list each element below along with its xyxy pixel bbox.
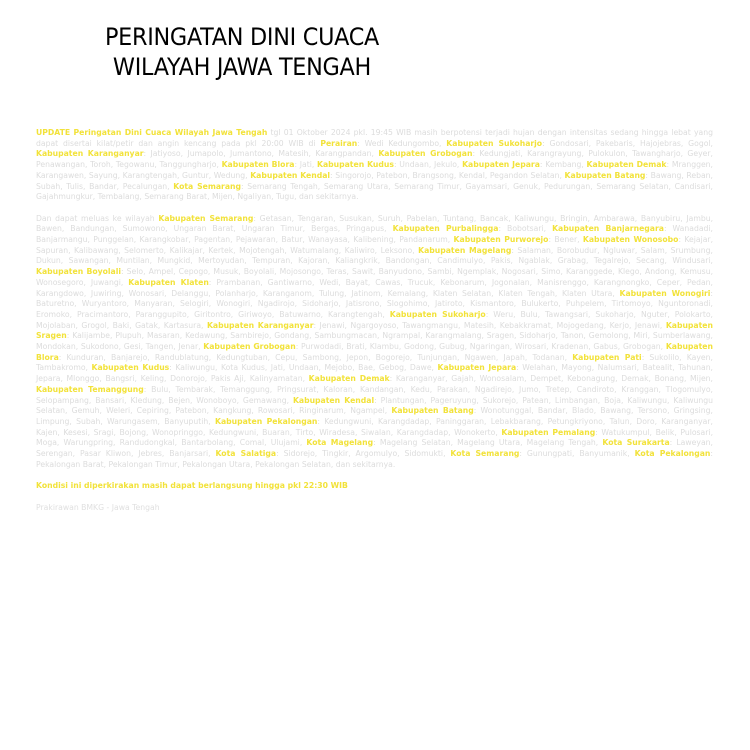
- body-text: : Baturetno, Wuryantoro, Manyaran, Selogiri, Wonogiri, Ngadirojo, Sidoharjo, Jatisrono, Slogohimo, Jatiroto, Kismantoro, Bulukerto, Puhpelem, Tirtomoyo, Nguntoronadi, Eromoko, Pracimantoro, Paranggupito, Giritontro, Giriwoyo, Batuwarno, Karangtengah,: [36, 288, 713, 319]
- region-name: Kabupaten Pemalang: [501, 427, 596, 437]
- body-text: : Undaan, Jekulo,: [393, 160, 463, 170]
- body-text: : Mranggen, Karangawen, Sayung, Karangtengah, Guntur, Wedung,: [36, 160, 714, 180]
- body-text: : Weru, Bulu, Tawangsari, Sukoharjo, Nguter, Polokarto, Mojolaban, Grogol, Baki, Gatak, Kartasura,: [36, 309, 713, 330]
- body-text: : Sidorejo, Tingkir, Argomulyo, Sidomukti,: [276, 449, 451, 459]
- body-text: : Plantungan, Pageruyung, Sukorejo, Patean, Limbangan, Boja, Kaliwungu, Kaliwungu Selatan, Gemuh, Weleri, Cepiring, Patebon, Kangkung, Rowosari, Ringinarum, Ngampel,: [36, 395, 713, 416]
- title-line-2: WILAYAH JAWA TENGAH: [112, 53, 372, 81]
- body-text: : Welahan, Mayong, Nalumsari, Batealit, Tahunan, Jepara, Mlonggo, Bangsri, Keling, Donorojo, Pakis Aji, Kalinyamatan,: [36, 363, 714, 384]
- region-name: Kabupaten Purbalingga: [392, 224, 499, 234]
- region-name: Kabupaten Pekalongan: [215, 416, 318, 426]
- region-name: Kabupaten Boyolali: [36, 267, 122, 277]
- region-name: Kota Pekalongan: [634, 449, 711, 459]
- region-name: Kabupaten Karanganyar: [206, 320, 314, 330]
- body-text: : Watukumpul, Belik, Pulosari, Moga, Warungpring, Randudongkal, Bantarbolang, Comal, Ulujami,: [36, 427, 714, 448]
- region-name: Kabupaten Blora: [221, 160, 295, 170]
- region-name: Kabupaten Magelang: [418, 245, 512, 255]
- region-name: Kabupaten Kendal: [292, 395, 375, 405]
- region-name: Kabupaten Pati: [572, 352, 642, 362]
- region-name: Kabupaten Sragen: [36, 320, 713, 341]
- region-name: Kabupaten Temanggung: [36, 384, 144, 394]
- body-text: : Pekalongan Barat, Pekalongan Timur, Pekalongan Utara, Pekalongan Selatan, dan sekitarnya.: [36, 449, 713, 469]
- region-name: Kabupaten Jepara: [437, 363, 517, 373]
- warning-body: [36, 128, 713, 524]
- region-name: Kabupaten Wonogiri: [619, 288, 711, 298]
- region-name: UPDATE Peringatan Dini Cuaca Wilayah Jawa Tengah: [36, 128, 268, 137]
- region-name: Kabupaten Sukoharjo: [389, 309, 486, 319]
- region-name: Kabupaten Jepara: [462, 160, 540, 170]
- body-text: tgl 01 Oktober 2024 pkl. 19:45 WIB masih berpotensi terjadi hujan dengan intensitas sedang hingga lebat yang dapat disertai kilat/petir dan angin kencang pada pkl 20:00 WIB di: [36, 128, 713, 148]
- body-text: : Singorojo, Patebon, Brangsong, Kendal, Pegandon Selatan,: [330, 170, 565, 180]
- duration-paragraph: [36, 481, 713, 492]
- body-text: : Salaman, Borobudur, Ngluwar, Salam, Srumbung, Dukun, Sawangan, Muntilan, Mungkid, Mertoyudan, Tempuran, Kajoran, Kaliangkrik, Bandongan, Candimulyo, Pakis, Ngablak, Grabag, Tegalrejo, Secang, Windusari,: [36, 245, 713, 266]
- region-name: Kabupaten Kudus: [91, 363, 170, 373]
- body-text: : Kalijambe, Plupuh, Masaran, Kedawung, Sambirejo, Gondang, Sambungmacan, Ngrampal, Karangmalang, Sragen, Sidoharjo, Tanon, Gemolong, Miri, Sumberlawang, Mondokan, Sukodono, Gesi, Tangen, Jenar,: [36, 331, 713, 352]
- page-title: [17, 22, 467, 82]
- region-name: Kabupaten Wonosobo: [582, 235, 679, 245]
- body-text: : Kejajar, Sapuran, Kalibawang, Selomerto, Kalikajar, Kertek, Mojotengah, Watumalang, Kaliwiro, Leksono,: [36, 235, 714, 255]
- body-text: : Kedungwuni, Karangdadap, Paninggaran, Lebakbarang, Petungkriyono, Talun, Doro, Karanganyar, Kajen, Kesesi, Sragi, Bojong, Wonopringgo, Kedungwuni, Buaran, Tirto, Wiradesa, Siwalan, Karangdadap, Wonokerto,: [36, 416, 713, 437]
- body-text: : Prambanan, Gantiwarno, Wedi, Bayat, Cawas, Trucuk, Kebonarum, Jogonalan, Manisrenggo, Karangnongko, Ceper, Pedan, Karangdowo, Juwiring, Wonosari, Delanggu, Polanharjo, Karanganom, Tulung, Jatinom, Kemalang, Klaten Selatan, Klaten Tengah, Klaten Utara,: [36, 277, 714, 298]
- body-text: : Sukolilo, Kayen, Tambakromo,: [36, 352, 713, 373]
- region-name: Kota Surakarta: [602, 438, 670, 448]
- body-text: : Wedi Kedungombo,: [357, 138, 447, 148]
- body-text: : Jatiyoso, Jumapolo, Jumantono, Matesih, Karangpandan,: [143, 149, 379, 159]
- region-name: Kota Magelang: [306, 438, 374, 448]
- body-text: : Kedungjati, Karangrayung, Pulokulon, Tawangharjo, Geyer, Penawangan, Toroh, Tegowanu, Tanggungharjo,: [36, 149, 713, 170]
- body-text: : Bulu, Tembarak, Temanggung, Pringsurat, Kaloran, Kandangan, Kedu, Parakan, Ngadirejo, Jumo, Tretep, Candiroto, Kranggan, Tlogomulyo, Selopampang, Bansari, Kledung, Bejen, Wonoboyo, Gemawang,: [36, 384, 713, 405]
- region-name: Kabupaten Karanganyar: [36, 149, 144, 159]
- body-text: : Jati,: [294, 160, 317, 170]
- region-name: Kabupaten Kendal: [250, 170, 331, 180]
- region-name: Kabupaten Demak: [308, 374, 390, 384]
- body-text: : Purwodadi, Brati, Klambu, Godong, Gubug, Ngaringan, Wirosari, Kradenan, Gabus, Grobogan,: [295, 342, 666, 352]
- region-name: Kabupaten Batang: [391, 406, 474, 416]
- body-text: : Bener,: [548, 235, 583, 245]
- region-name: Kabupaten Grobogan: [203, 342, 296, 352]
- body-text: : Laweyan, Serengan, Pasar Kliwon, Jebres, Banjarsari,: [36, 438, 713, 459]
- region-name: Kabupaten Batang: [564, 170, 646, 180]
- title-line-1: PERINGATAN DINI CUACA: [104, 23, 380, 51]
- region-name: Kabupaten Klaten: [128, 277, 209, 287]
- body-text: : Selo, Ampel, Cepogo, Musuk, Boyolali, Mojosongo, Teras, Sawit, Banyudono, Sambi, Ngemplak, Nogosari, Simo, Karanggede, Klego, Andong, Kemusu, Wonosegoro, Juwangi,: [36, 267, 714, 287]
- region-name: Kota Salatiga: [215, 449, 277, 459]
- body-text: Dan dapat meluas ke wilayah: [36, 213, 159, 223]
- body-text: : Semarang Tengah, Semarang Utara, Semarang Timur, Gayamsari, Genuk, Pedurungan, Semarang Selatan, Candisari, Gajahmungkur, Tembalang, Semarang Barat, Mijen, Ngaliyan, Tugu, dan sekitarnya.: [36, 181, 713, 202]
- update-paragraph: [36, 128, 713, 203]
- region-name: Kabupaten Blora: [36, 342, 713, 362]
- body-text: : Bobotsari,: [498, 224, 553, 234]
- body-text: : Getasan, Tengaran, Susukan, Suruh, Pabelan, Tuntang, Bancak, Kaliwungu, Bringin, Ambarawa, Banyubiru, Jambu, Bawen, Bandungan, Sumowono, Ungaran Barat, Ungaran Timur, Bergas, Pringapus,: [36, 213, 714, 234]
- body-text: : Wonotunggal, Bandar, Blado, Bawang, Tersono, Gringsing, Limpung, Subah, Warungasem, Banyuputih,: [36, 406, 713, 426]
- region-name: Kabupaten Banjarnegara: [552, 224, 664, 234]
- region-name: Kabupaten Semarang: [158, 213, 254, 223]
- body-text: : Wanadadi, Banjarmangu, Punggelan, Karangkobar, Pagentan, Pejawaran, Batur, Wanayasa, Kalibening, Pandanarum,: [36, 224, 713, 245]
- region-name: Kabupaten Purworejo: [453, 235, 549, 245]
- region-name: Kondisi ini diperkirakan masih dapat berlangsung hingga pkl 22:30 WIB: [36, 481, 348, 491]
- body-text: : Gunungpati, Banyumanik,: [519, 449, 635, 459]
- body-text: : Kembang,: [539, 160, 587, 170]
- source-credit: Prakirawan BMKG - Jawa Tengah: [36, 502, 160, 512]
- body-text: : Kaliwungu, Kota Kudus, Jati, Undaan, Mejobo, Bae, Gebog, Dawe,: [169, 363, 438, 373]
- body-text: : Karanganyar, Gajah, Wonosalam, Dempet, Kebonagung, Demak, Bonang, Mijen,: [389, 374, 713, 384]
- region-name: Kota Semarang: [450, 449, 520, 459]
- body-text: : Jenawi, Ngargoyoso, Tawangmangu, Matesih, Kebakkramat, Mojogedang, Kerjo, Jenawi,: [313, 320, 666, 330]
- region-name: Perairan: [320, 138, 358, 148]
- region-name: Kabupaten Kudus: [317, 160, 394, 170]
- body-text: : Bawang, Reban, Subah, Tulis, Bandar, Pecalungan,: [36, 170, 713, 191]
- region-name: Kabupaten Sukoharjo: [446, 138, 543, 148]
- region-name: Kabupaten Demak: [586, 160, 667, 170]
- expansion-paragraph: [36, 214, 713, 471]
- region-name: Kabupaten Grobogan: [378, 149, 473, 159]
- body-text: : Magelang Selatan, Magelang Utara, Magelang Tengah,: [373, 438, 603, 448]
- body-text: : Kunduran, Banjarejo, Randublatung, Kedungtuban, Cepu, Sambong, Jepon, Bogorejo, Tunjungan, Ngawen, Japah, Todanan,: [58, 352, 573, 362]
- body-text: : Gondosari, Pakebaris, Hajojebras, Gogol,: [542, 138, 713, 148]
- region-name: Kota Semarang: [173, 181, 241, 191]
